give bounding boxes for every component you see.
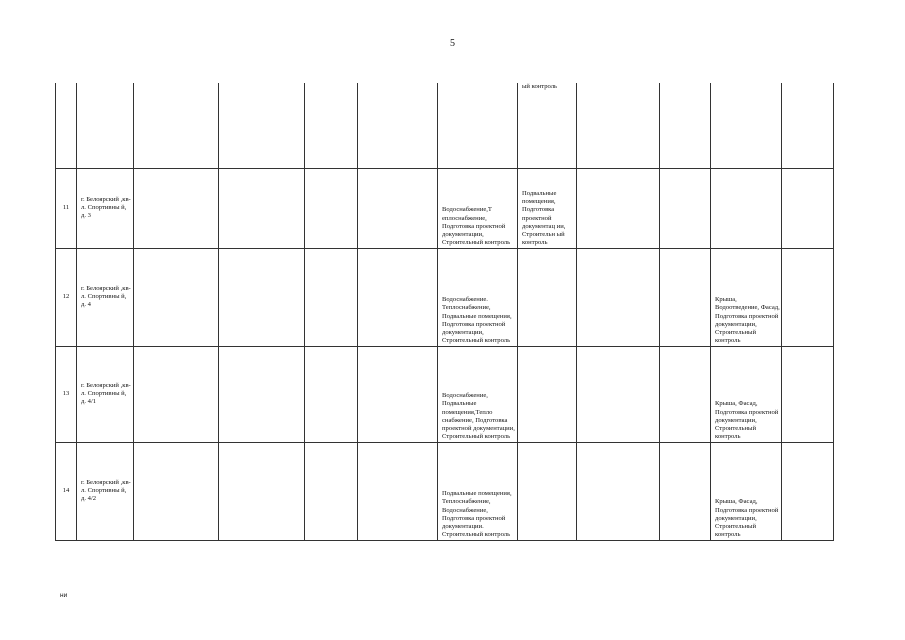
works-cell: Водоснабжение. Теплоснабжение, Подвальные помещения, Подготовка проектной документации, Строительный контроль bbox=[438, 248, 518, 346]
table-cell bbox=[358, 442, 438, 540]
table-cell bbox=[305, 248, 358, 346]
table-cell bbox=[305, 442, 358, 540]
works-cell: Крыша, Водоотведение, Фасад, Подготовка проектной документации, Строительный контроль bbox=[711, 248, 782, 346]
table-cell bbox=[660, 346, 711, 442]
address-cell: г. Белоярский ,кв-л. Спортивны й, д. 4 bbox=[77, 248, 134, 346]
works-cell bbox=[518, 442, 577, 540]
table-cell: ый контроль bbox=[518, 83, 577, 168]
row-number: 12 bbox=[56, 248, 77, 346]
table-cell bbox=[77, 83, 134, 168]
table-cell bbox=[577, 346, 660, 442]
table-cell bbox=[305, 83, 358, 168]
table-row bbox=[56, 168, 834, 248]
table-cell bbox=[56, 83, 77, 168]
table-row bbox=[56, 248, 834, 346]
footer-mark: ни bbox=[60, 592, 68, 599]
table-row bbox=[56, 442, 834, 540]
table-cell bbox=[358, 83, 438, 168]
table-cell bbox=[134, 442, 219, 540]
table-cell bbox=[577, 442, 660, 540]
table-cell bbox=[660, 248, 711, 346]
works-cell: Водоснабжение, Подвальные помещения,Тепло снабжение, Подготовка проектной документации, Строительный контроль bbox=[438, 346, 518, 442]
works-cell: Крыша, Фасад, Подготовка проектной документации, Строительный контроль bbox=[711, 346, 782, 442]
table-cell bbox=[358, 248, 438, 346]
table-cell bbox=[577, 168, 660, 248]
works-cell: Водоснабжение,Т еплоснабжение, Подготовка проектной документации, Строительный контроль bbox=[438, 168, 518, 248]
address-cell: г. Белоярский ,кв-л. Спортивны й, д. 4/1 bbox=[77, 346, 134, 442]
page-number: 5 bbox=[450, 38, 455, 49]
works-cell bbox=[518, 248, 577, 346]
table-cell bbox=[782, 248, 834, 346]
works-cell: Подвальные помещения, Подготовка проектной документац ии, Строительн ый контроль bbox=[518, 168, 577, 248]
table-cell bbox=[782, 83, 834, 168]
table-cell bbox=[660, 83, 711, 168]
table-row bbox=[56, 83, 834, 168]
works-table bbox=[55, 83, 834, 541]
row-number: 13 bbox=[56, 346, 77, 442]
table-cell bbox=[305, 346, 358, 442]
table-cell bbox=[711, 83, 782, 168]
table-cell bbox=[358, 168, 438, 248]
table-cell bbox=[134, 83, 219, 168]
table-cell bbox=[782, 442, 834, 540]
table-cell bbox=[438, 83, 518, 168]
works-cell bbox=[518, 346, 577, 442]
table-cell bbox=[219, 248, 305, 346]
table-cell bbox=[660, 168, 711, 248]
works-cell: Крыша, Фасад, Подготовка проектной документации, Строительный контроль bbox=[711, 442, 782, 540]
address-cell: г. Белоярский ,кв-л. Спортивны й, д. 3 bbox=[77, 168, 134, 248]
table-cell bbox=[219, 168, 305, 248]
works-cell: Подвальные помещения, Теплоснабжение, Водоснабжение, Подготовка проектной документации. Строительный контроль bbox=[438, 442, 518, 540]
table-cell bbox=[358, 346, 438, 442]
table-cell bbox=[219, 442, 305, 540]
table-cell bbox=[782, 168, 834, 248]
row-number: 14 bbox=[56, 442, 77, 540]
table-cell bbox=[577, 248, 660, 346]
table-cell bbox=[577, 83, 660, 168]
table-cell bbox=[219, 346, 305, 442]
row-number: 11 bbox=[56, 168, 77, 248]
table-cell bbox=[134, 346, 219, 442]
works-cell bbox=[711, 168, 782, 248]
address-cell: г. Белоярский ,кв-л. Спортивны й, д. 4/2 bbox=[77, 442, 134, 540]
table-cell bbox=[134, 248, 219, 346]
table-cell bbox=[134, 168, 219, 248]
table-row bbox=[56, 346, 834, 442]
table-cell bbox=[305, 168, 358, 248]
table-cell bbox=[782, 346, 834, 442]
table-cell bbox=[219, 83, 305, 168]
table-cell bbox=[660, 442, 711, 540]
